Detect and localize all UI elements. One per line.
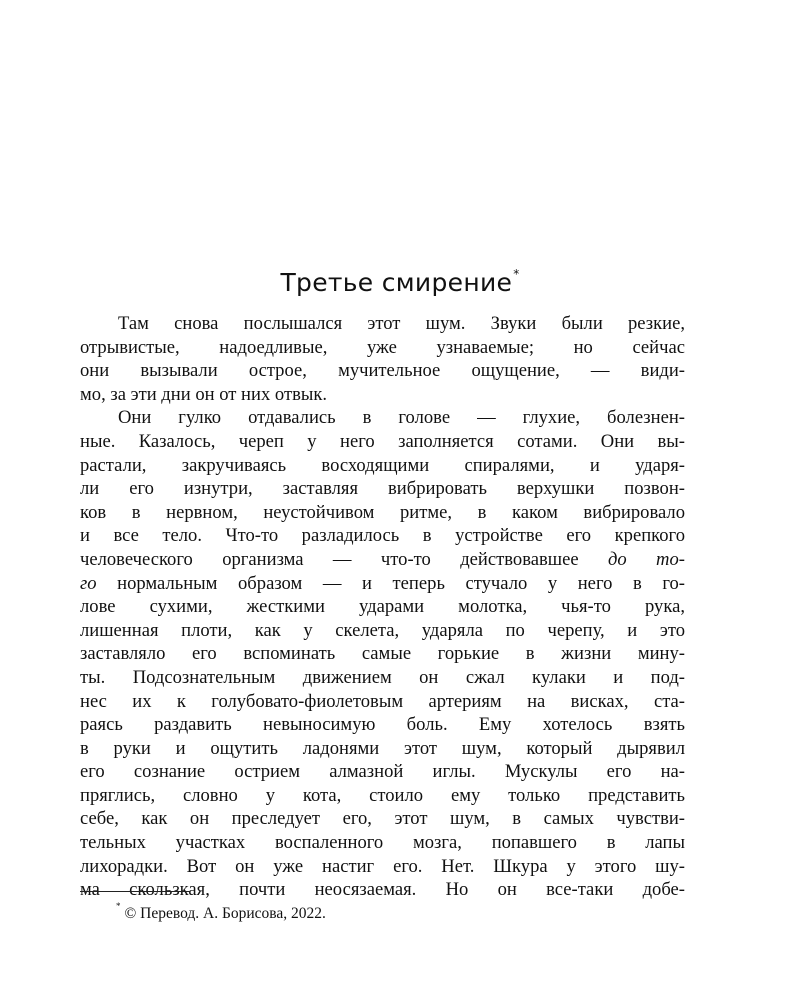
line-text: в руки и ощутить ладонями этот шум, который дырявил (80, 737, 685, 759)
line-text: нормальным образом — и теперь стучало у него в го- (96, 572, 685, 594)
body-text (80, 312, 685, 902)
text-line (80, 595, 685, 619)
line-text: человеческого организма — что-то действовавшее (80, 548, 608, 570)
text-line (80, 477, 685, 501)
text-line (80, 666, 685, 690)
line-text: ков в нервном, неустойчивом ритме, в каком вибрировало (80, 501, 685, 523)
line-text: заставляло его вспоминать самые горькие в жизни мину- (80, 643, 685, 665)
footnote-marker: * (513, 266, 520, 281)
line-text: лове сухими, жесткими ударами молотка, чья-то рука, (80, 596, 685, 618)
text-line (80, 336, 685, 360)
line-text: себе, как он преследует его, этот шум, в самых чувстви- (80, 808, 685, 830)
line-text: ты. Подсознательным движением он сжал кулаки и под- (80, 666, 685, 688)
line-text: ли его изнутри, заставляя вибрировать верхушки позвон- (80, 478, 685, 500)
text-line (80, 807, 685, 831)
line-text: ные. Казалось, череп у него заполняется сотами. Они вы- (80, 430, 685, 452)
line-text: лишенная плоти, как у скелета, ударяла по черепу, и это (80, 619, 685, 641)
line-text: лихорадки. Вот он уже настиг его. Нет. Шкура у этого шу- (80, 855, 685, 877)
line-text: пряглись, словно у кота, стоило ему только представить (80, 784, 685, 806)
italic-text: до то- (607, 548, 685, 570)
line-text: Они гулко отдавались в голове — глухие, болезнен- (118, 407, 685, 429)
line-text: раясь раздавить невыносимую боль. Ему хотелось взять (80, 714, 685, 736)
footnote-text: © Перевод. А. Борисова, 2022. (124, 905, 326, 923)
line-text: тельных участках воспаленного мозга, попавшего в лапы (80, 832, 685, 854)
text-line (80, 501, 685, 525)
text-line (80, 760, 685, 784)
line-text: его сознание острием алмазной иглы. Мускулы его на- (80, 761, 685, 783)
chapter-title-text: Третье смирение (280, 268, 513, 297)
line-text: нес их к голубовато-фиолетовым артериям на висках, ста- (80, 690, 685, 712)
line-text: они вызывали острое, мучительное ощущение, — види- (80, 360, 685, 382)
line-text: Там снова послышался этот шум. Звуки были резкие, (118, 313, 685, 334)
text-line (80, 713, 685, 737)
footnote-divider (80, 891, 190, 892)
line-text: отрывистые, надоедливые, уже узнаваемые; но сейчас (80, 336, 685, 358)
text-line (80, 642, 685, 666)
text-line (80, 359, 685, 383)
footnote (116, 899, 326, 924)
footnote-mark: * (116, 901, 121, 911)
text-line (80, 406, 685, 430)
text-line (80, 430, 685, 454)
chapter-title (0, 268, 800, 297)
line-text: мо, за эти дни он от них отвык. (80, 383, 328, 405)
text-line (80, 690, 685, 714)
line-text: ма скользкая, почти неосязаемая. Но он все-таки добе- (80, 879, 685, 901)
line-text: и все тело. Что-то разладилось в устройстве его крепкого (80, 525, 685, 547)
text-line (80, 619, 685, 643)
italic-text: го (80, 572, 97, 594)
text-line (80, 572, 685, 596)
text-line (80, 737, 685, 761)
text-line (80, 312, 685, 336)
text-line (80, 524, 685, 548)
text-line (80, 855, 685, 879)
text-line (80, 454, 685, 478)
line-text: растали, закручиваясь восходящими спиралями, и ударя- (80, 454, 685, 476)
text-line (80, 831, 685, 855)
text-line (80, 383, 685, 407)
text-line (80, 548, 685, 572)
text-line (80, 784, 685, 808)
